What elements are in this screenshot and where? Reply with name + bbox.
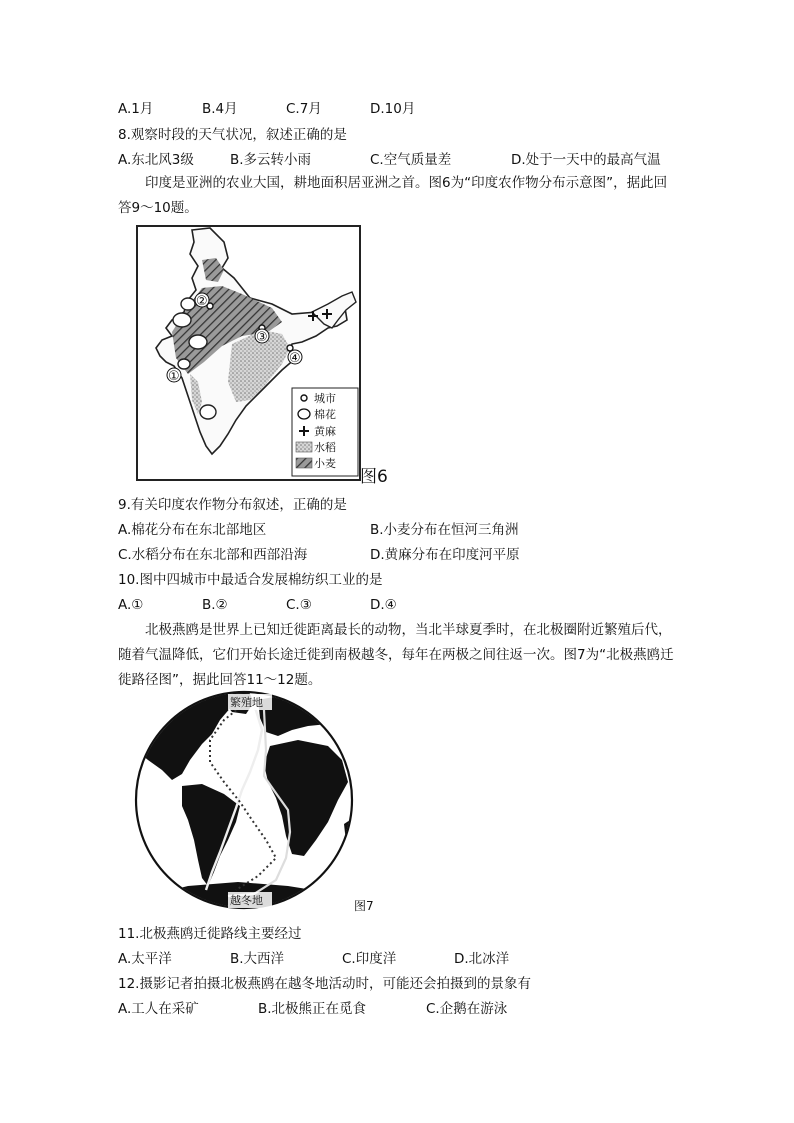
- marker-1: ①: [168, 369, 180, 384]
- marker-3: ③: [256, 330, 268, 345]
- legend-wheat: 小麦: [314, 457, 336, 470]
- q12-option-b[interactable]: B.北极熊正在觅食: [258, 1001, 367, 1017]
- q12-option-a[interactable]: A.工人在采矿: [118, 1001, 199, 1017]
- figure-7-caption: 图7: [354, 899, 374, 913]
- q9-stem: 9.有关印度农作物分布叙述，正确的是: [118, 497, 347, 513]
- q9-option-a[interactable]: A.棉花分布在东北部地区: [118, 522, 267, 538]
- cotton-icon: [181, 298, 195, 310]
- figure-6-india-map: [132, 224, 397, 486]
- marker-4: ④: [289, 351, 301, 366]
- cotton-icon: [173, 313, 191, 327]
- q7-option-d[interactable]: D.10月: [370, 101, 416, 117]
- legend-city-icon: [301, 395, 307, 401]
- cotton-icon: [189, 335, 207, 349]
- wintering-ground-label: 越冬地: [230, 894, 263, 907]
- q8-stem: 8.观察时段的天气状况，叙述正确的是: [118, 127, 347, 143]
- q7-option-c[interactable]: C.7月: [286, 101, 322, 117]
- q9-option-c[interactable]: C.水稻分布在东北部和西部沿海: [118, 547, 308, 563]
- intro-india: 印度是亚洲的农业大国，耕地面积居亚洲之首。图6为“印度农作物分布示意图”，据此回答9～10题。: [118, 175, 668, 216]
- q11-option-b[interactable]: B.大西洋: [230, 951, 285, 967]
- q7-option-b[interactable]: B.4月: [202, 101, 238, 117]
- q8-option-a[interactable]: A.东北风3级: [118, 152, 194, 168]
- q11-option-c[interactable]: C.印度洋: [342, 951, 397, 967]
- map-legend: [292, 388, 358, 476]
- legend-wheat-swatch: [296, 458, 312, 468]
- cotton-icon: [200, 405, 216, 419]
- legend-rice: 水稻: [314, 441, 336, 454]
- q9-option-b[interactable]: B.小麦分布在恒河三角洲: [370, 522, 519, 538]
- figure-6-caption: 图6: [360, 467, 388, 486]
- cotton-icon: [178, 359, 190, 369]
- intro-arctic-tern: 北极燕鸥是世界上已知迁徙距离最长的动物，当北半球夏季时，在北极圈附近繁殖后代，随着气温降低，它们开始长途迁徙到南极越冬，每年在两极之间往返一次。图7为“北极燕鸥迁徙路径图”，据此回答11～12题。: [118, 622, 674, 688]
- figure-7-migration-map: [128, 690, 390, 916]
- legend-rice-swatch: [296, 442, 312, 452]
- q9-option-d[interactable]: D.黄麻分布在印度河平原: [370, 547, 520, 563]
- legend-city: 城市: [314, 392, 336, 405]
- q11-stem: 11.北极燕鸥迁徙路线主要经过: [118, 926, 302, 942]
- legend-cotton-icon: [298, 409, 310, 419]
- q12-stem: 12.摄影记者拍摄北极燕鸥在越冬地活动时，可能还会拍摄到的景象有: [118, 976, 531, 992]
- q8-option-c[interactable]: C.空气质量差: [370, 152, 452, 168]
- q10-option-d[interactable]: D.④: [370, 597, 397, 613]
- q7-option-a[interactable]: A.1月: [118, 101, 154, 117]
- q11-option-a[interactable]: A.太平洋: [118, 951, 172, 967]
- q8-option-b[interactable]: B.多云转小雨: [230, 152, 312, 168]
- q10-option-a[interactable]: A.①: [118, 597, 144, 613]
- marker-2: ②: [196, 294, 208, 309]
- q11-option-d[interactable]: D.北冰洋: [454, 951, 510, 967]
- legend-cotton: 棉花: [314, 408, 336, 421]
- q12-option-c[interactable]: C.企鹅在游泳: [426, 1001, 508, 1017]
- q10-stem: 10.图中四城市中最适合发展棉纺织工业的是: [118, 572, 383, 588]
- q10-option-b[interactable]: B.②: [202, 597, 228, 613]
- breeding-ground-label: 繁殖地: [230, 696, 263, 709]
- legend-jute: 黄麻: [314, 425, 336, 438]
- q8-option-d[interactable]: D.处于一天中的最高气温: [511, 152, 661, 168]
- q10-option-c[interactable]: C.③: [286, 597, 312, 613]
